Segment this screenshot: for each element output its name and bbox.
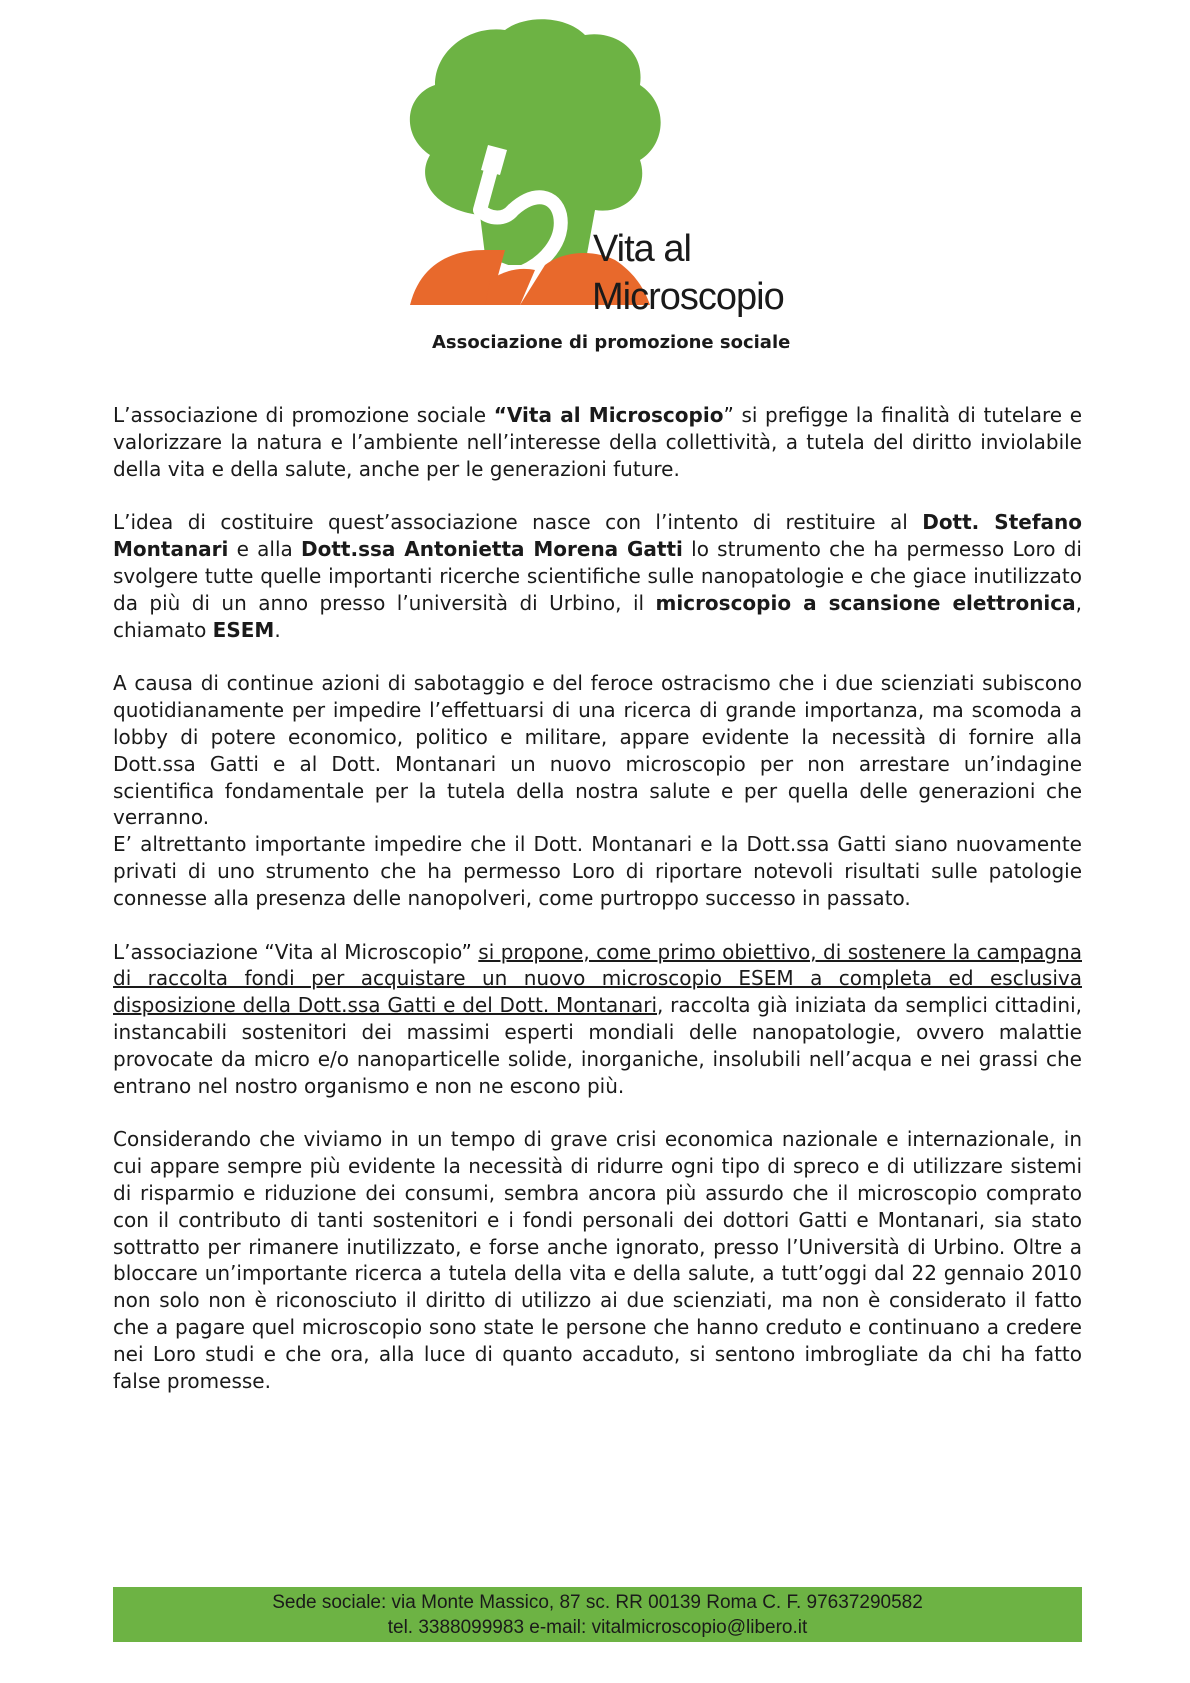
- underlined-objective: si propone, come primo obiettivo, di sostenere la campagna di raccolta fondi per acquistare un nuovo microscopio ESEM a completa ed esclusiva disposizione della Dott.ssa Gatti e del Dott. Montanari: [113, 939, 1082, 1018]
- footer-bar: [113, 1587, 1082, 1642]
- footer-contacts: tel. 3388099983 e-mail: vitalmicroscopio@libero.it: [387, 1617, 808, 1638]
- footer-address: Sede sociale: via Monte Massico, 87 sc. RR 00139 Roma C. F. 97637290582: [272, 1592, 923, 1613]
- brand-name-line2: Microscopio: [592, 276, 784, 318]
- paragraph-1: L’associazione di promozione sociale “Vita al Microscopio” si prefigge la finalità di tutelare e valorizzare la natura e l’ambiente nell’interesse della collettività, a tutela del diritto inviolabile della vita e della salute, anche per le generazioni future.: [113, 403, 1083, 481]
- paragraph-6: Considerando che viviamo in un tempo di grave crisi economica nazionale e internazionale, in cui appare sempre più evidente la necessità di ridurre ogni tipo di spreco e di utilizzare sistemi di risparmio e riduzione dei consumi, sembra ancora più assurdo che il microscopio comprato con il contributo di tanti sostenitori e i fondi personali dei dottori Gatti e Montanari, sia stato sottratto per rimanere inutilizzato, e forse anche ignorato, presso l’Università di Urbino. Oltre a bloccare un’importante ricerca a tutela della vita e della salute, a tutt’oggi dal 22 gennaio 2010 non solo non è riconosciuto il diritto di utilizzo ai due scienziati, ma non è considerato il fatto che a pagare quel microscopio sono state le persone che hanno creduto e continuano a credere nei Loro studi e che ora, alla luce di quanto accaduto, si sentono imbrogliate da chi ha fatto false promesse.: [113, 1127, 1082, 1393]
- document-body: [113, 402, 1082, 1421]
- brand-name-line1: Vita al: [593, 228, 691, 270]
- page-subtitle: Associazione di promozione sociale: [432, 332, 791, 353]
- paragraph-4: E’ altrettanto importante impedire che il Dott. Montanari e la Dott.ssa Gatti siano nuovamente privati di uno strumento che ha permesso Loro di riportare notevoli risultati sulle patologie connesse alla presenza delle nanopolveri, come purtroppo successo in passato.: [113, 832, 1082, 910]
- paragraph-2: L’idea di costituire quest’associazione nasce con l’intento di restituire al Dott. Stefano Montanari e alla Dott.ssa Antonietta Morena Gatti lo strumento che ha permesso Loro di svolgere tutte quelle importanti ricerche scientifiche sulle nanopatologie e che giace inutilizzato da più di un anno presso l’università di Urbino, il microscopio a scansione elettronica, chiamato ESEM.: [113, 510, 1082, 642]
- paragraph-5: L’associazione “Vita al Microscopio” si propone, come primo obiettivo, di sostenere la campagna di raccolta fondi per acquistare un nuovo microscopio ESEM a completa ed esclusiva disposizione della Dott.ssa Gatti e del Dott. Montanari, raccolta già iniziata da semplici cittadini, instancabili sostenitori dei massimi esperti mondiali delle nanopatologie, ovvero malattie provocate da micro e/o nanoparticelle solide, inorganiche, insolubili nell’acqua e nei grassi che entrano nel nostro organismo e non ne escono più.: [113, 939, 1083, 1098]
- paragraph-3: A causa di continue azioni di sabotaggio e del feroce ostracismo che i due scienziati subiscono quotidianamente per impedire l’effettuarsi di una ricerca di grande importanza, ma scomoda a lobby di potere economico, politico e militare, appare evidente la necessità di fornire alla Dott.ssa Gatti e al Dott. Montanari un nuovo microscopio per non arrestare un’indagine scientifica fondamentale per la tutela della nostra salute e per quella delle generazioni che verranno.: [113, 671, 1082, 830]
